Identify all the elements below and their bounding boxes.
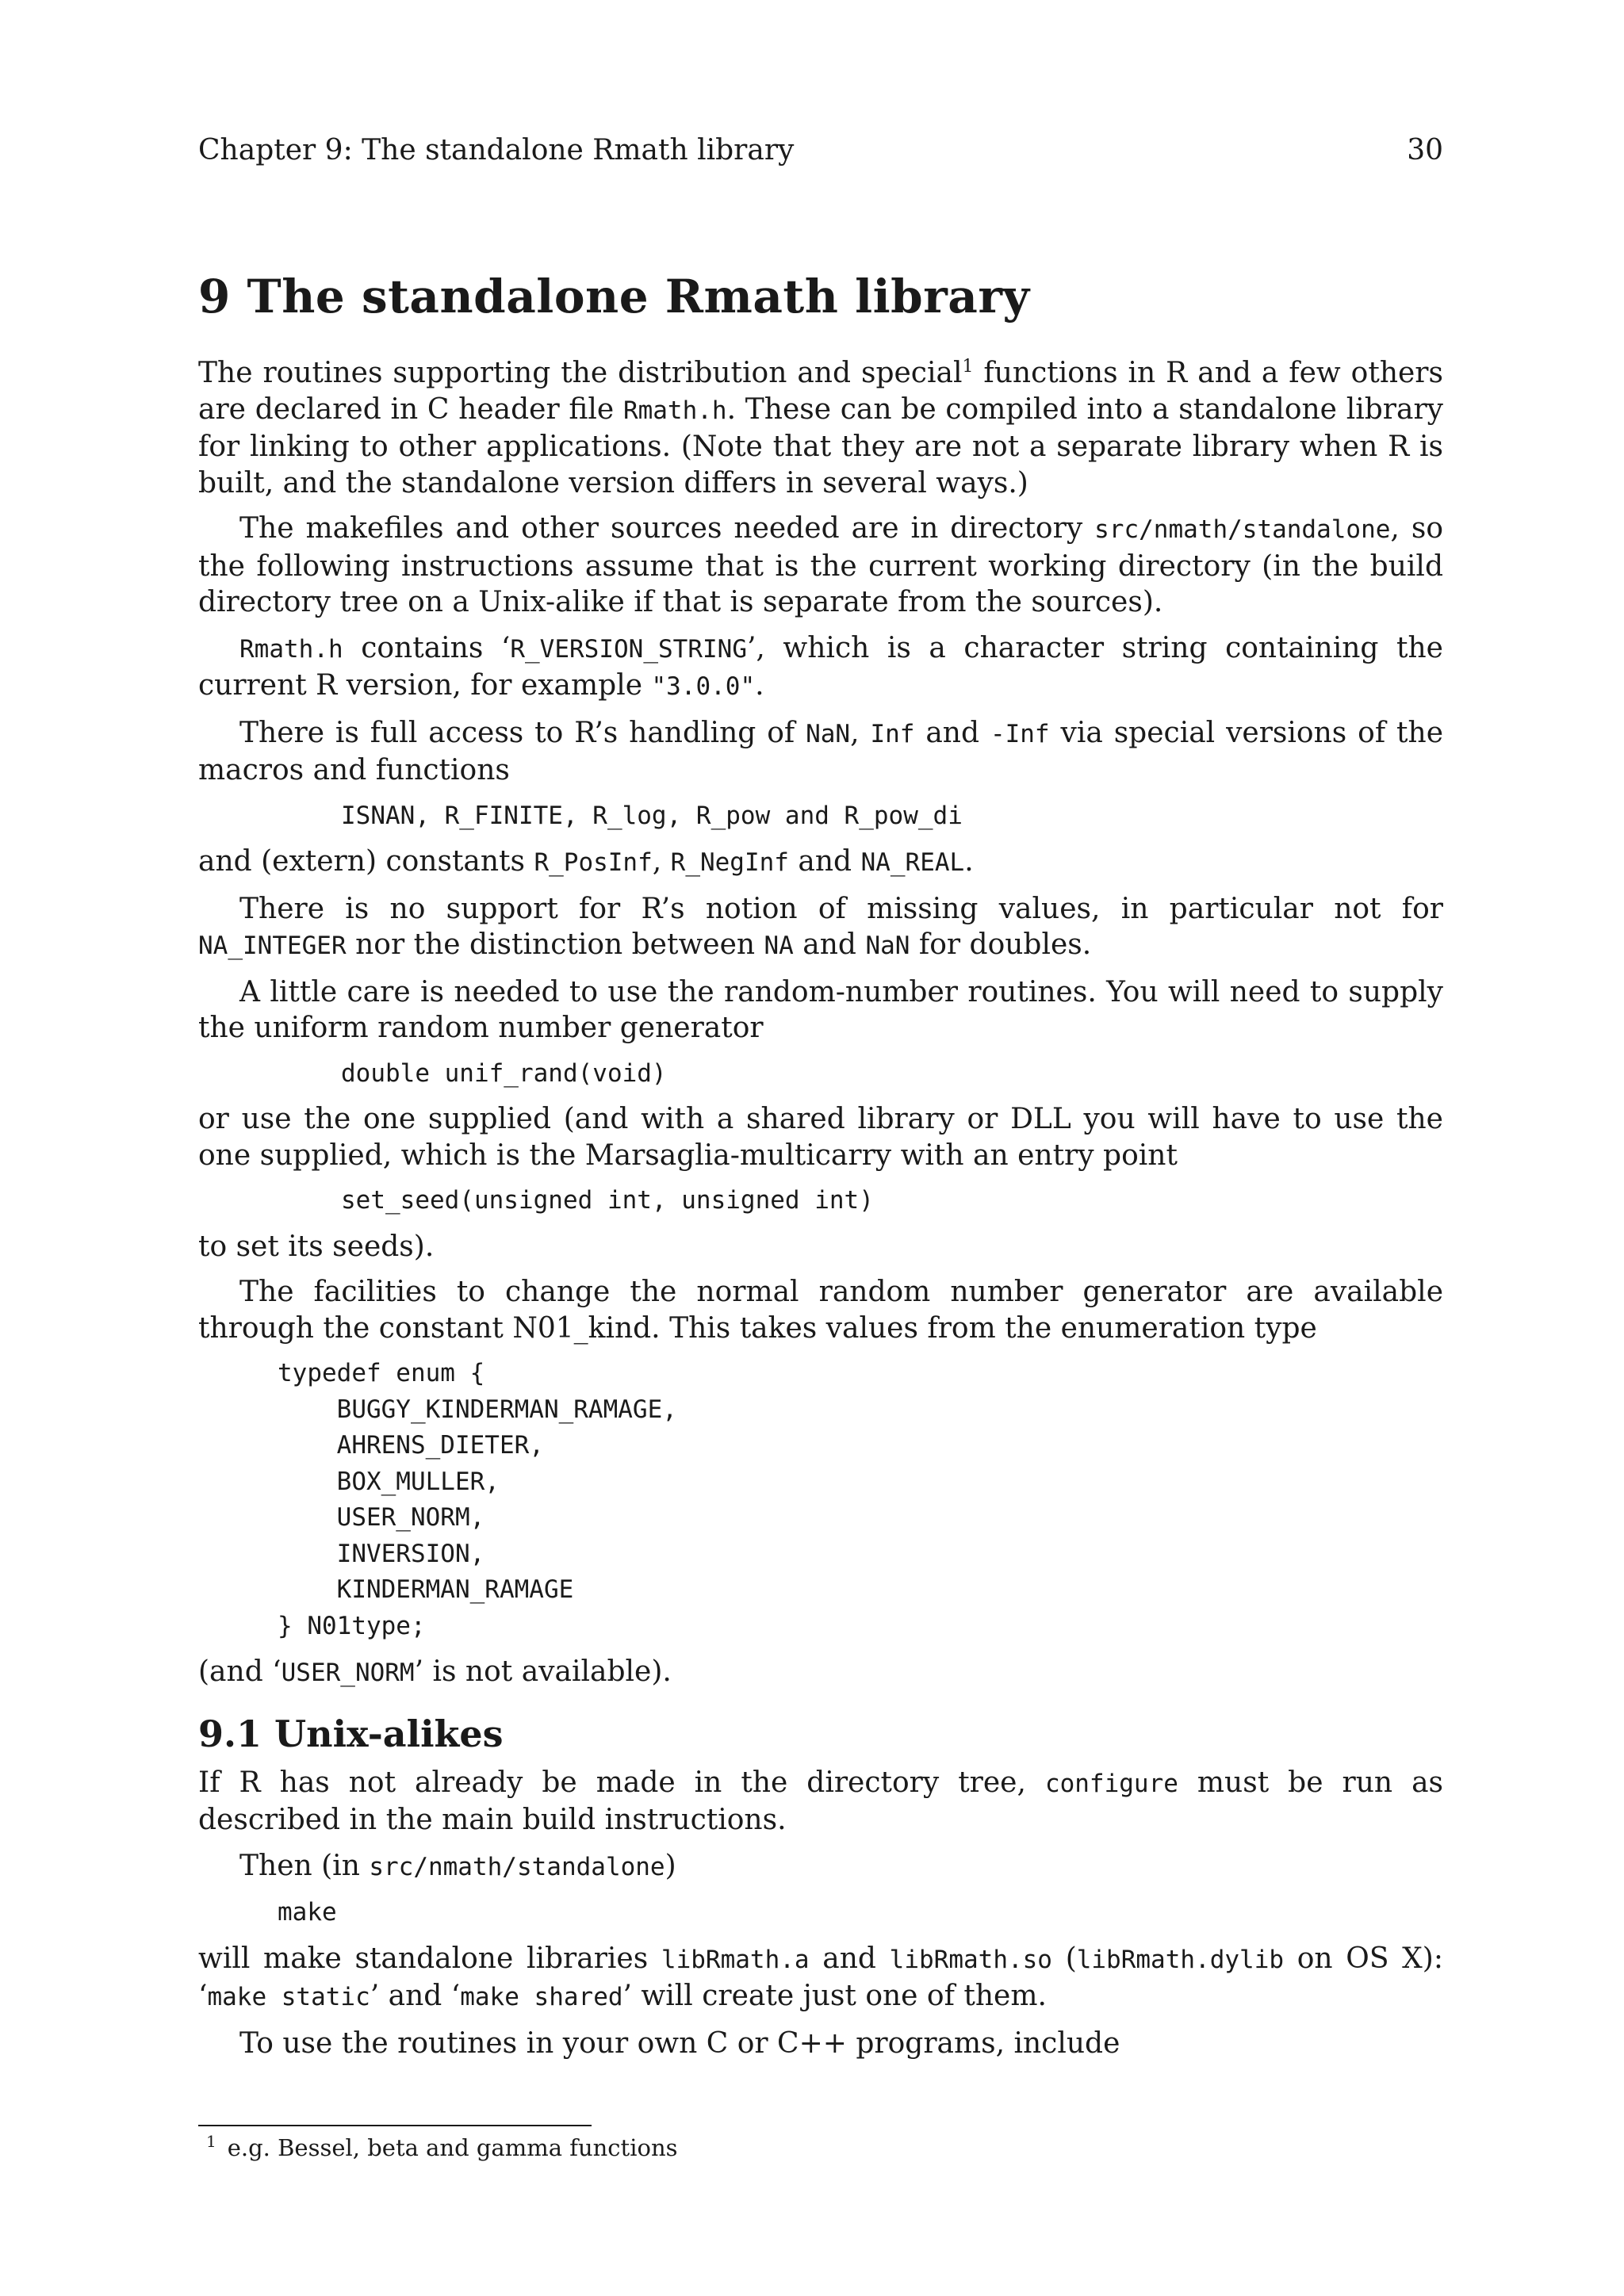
inline-code: R_PosInf [534, 848, 653, 877]
code-unif-rand: double unif_rand(void) [341, 1058, 667, 1088]
paragraph-use-routines: To use the routines in your own C or C++ programs, include [239, 2026, 1120, 2060]
text-span: , so the following instructions assume that is the current working directory (in the build directory tree on a Unix-alike if that is separate from the sources). [198, 512, 1443, 618]
text-span: The routines supporting the distribution and special [198, 357, 963, 389]
text-span: for doubles. [910, 928, 1092, 961]
inline-code: libRmath.a [661, 1945, 810, 1974]
text-span: . [755, 669, 764, 702]
text-span: Then (in [239, 1849, 370, 1882]
text-span: ’ and ‘ [370, 1980, 461, 2012]
text-span: There is full access to R’s handling of [239, 716, 806, 749]
paragraph-then [198, 1848, 1443, 1886]
inline-code: src/nmath/standalone [1094, 515, 1391, 544]
text-span: ( [1051, 1942, 1077, 1975]
paragraph-nan-handling [198, 715, 1443, 789]
text-span: via special versions of the macros and functions [198, 716, 1443, 786]
inline-code: NaN [806, 719, 851, 748]
text-span: ’ is not available). [414, 1655, 672, 1688]
inline-code: libRmath.so [889, 1945, 1052, 1974]
paragraph-constants [198, 844, 1443, 882]
text-span: If R has not already be made in the directory tree, [198, 1766, 1045, 1799]
page-number: 30 [1407, 134, 1443, 166]
code-macros: ISNAN, R_FINITE, R_log, R_pow and R_pow_di [341, 801, 963, 830]
paragraph-libraries [198, 1941, 1443, 2016]
footnote [198, 2133, 1443, 2163]
paragraph-normal-generator: The facilities to change the normal random number generator are available through the constant N01_kind. This takes values from the enumeration type [198, 1276, 1443, 1345]
inline-code: NaN [865, 932, 910, 960]
text-span: . [964, 845, 974, 878]
page-content [198, 268, 1443, 2071]
text-span: and [914, 716, 990, 749]
inline-code: make static [207, 1983, 370, 2011]
footnote-divider [198, 2125, 592, 2126]
code-set-seed: set_seed(unsigned int, unsigned int) [341, 1186, 874, 1215]
footnote-text: e.g. Bessel, beta and gamma functions [227, 2134, 678, 2161]
code-make: make [278, 1898, 337, 1927]
text-span: on OS X): ‘ [198, 1942, 1443, 2012]
footnote-mark: 1 [206, 2132, 216, 2152]
inline-code: -Inf [990, 719, 1050, 748]
text-span: There is no support for R’s notion of missing values, in particular not for [239, 892, 1443, 925]
text-span: and [809, 1942, 890, 1975]
text-span: , [850, 716, 871, 749]
inline-code: Rmath.h [239, 634, 343, 664]
text-span: and [788, 845, 861, 878]
paragraph-intro [198, 355, 1443, 501]
section-title: 9.1 Unix-alikes [198, 1712, 504, 1755]
chapter-title: 9 The standalone Rmath library [198, 270, 1030, 323]
inline-code: R_NegInf [670, 848, 789, 877]
text-span: nor the distinction between [346, 928, 764, 961]
paragraph-set-seeds: to set its seeds). [198, 1230, 435, 1263]
text-span: contains ‘ [343, 631, 511, 664]
inline-code: Inf [870, 719, 915, 748]
inline-code: NA_INTEGER [198, 932, 347, 960]
running-header [198, 133, 1443, 168]
paragraph-user-norm [198, 1654, 1443, 1692]
inline-code: Rmath.h [622, 396, 727, 425]
paragraph-random-number: A little care is needed to use the random-number routines. You will need to supply the uniform random number generator [198, 975, 1443, 1044]
inline-code: configure [1044, 1769, 1178, 1798]
inline-code: src/nmath/standalone [369, 1852, 665, 1881]
paragraph-supplied-generator: or use the one supplied (and with a shared library or DLL you will have to use the one supplied, which is the Marsaglia-multicarry with an entry point [198, 1103, 1443, 1172]
text-span: ’ will create just one of them. [622, 1980, 1047, 2012]
text-span: (and ‘ [198, 1655, 282, 1688]
inline-code: NA [764, 932, 794, 960]
inline-code: R_VERSION_STRING [510, 634, 747, 664]
paragraph-configure [198, 1765, 1443, 1839]
inline-code: NA_REAL [860, 848, 965, 877]
paragraph-makefiles [198, 511, 1443, 621]
paragraph-missing-values [198, 891, 1443, 965]
inline-code: "3.0.0" [651, 672, 756, 701]
text-span: ) [665, 1849, 676, 1882]
text-span: and [793, 928, 866, 961]
running-title: Chapter 9: The standalone Rmath library [198, 134, 795, 166]
text-span: must be run as described in the main build instructions. [198, 1766, 1444, 1836]
text-span: will make standalone libraries [198, 1942, 661, 1975]
text-span: . These can be compiled into a standalone library for linking to other applications. (Note that they are not a separate library when R is built, and the standalone version differs in several ways.) [198, 392, 1443, 499]
paragraph-version-string [198, 630, 1443, 706]
footnote-ref[interactable]: 1 [962, 357, 974, 377]
inline-code: USER_NORM [281, 1659, 415, 1687]
text-span: and (extern) constants [198, 845, 534, 878]
text-span: ’, which is a character string containing the current R version, for example [198, 631, 1443, 702]
code-enum-n01type: typedef enum { BUGGY_KINDERMAN_RAMAGE, AHRENS_DIETER, BOX_MULLER, USER_NORM, INVERSION, KINDERMAN_RAMAGE } N01type; [278, 1359, 677, 1640]
text-span: The makefiles and other sources needed are in directory [239, 512, 1095, 545]
text-span: , [652, 845, 671, 878]
text-span: functions in R and a few others are declared in C header file [198, 357, 1443, 426]
inline-code: libRmath.dylib [1076, 1945, 1285, 1974]
inline-code: make shared [460, 1983, 623, 2011]
